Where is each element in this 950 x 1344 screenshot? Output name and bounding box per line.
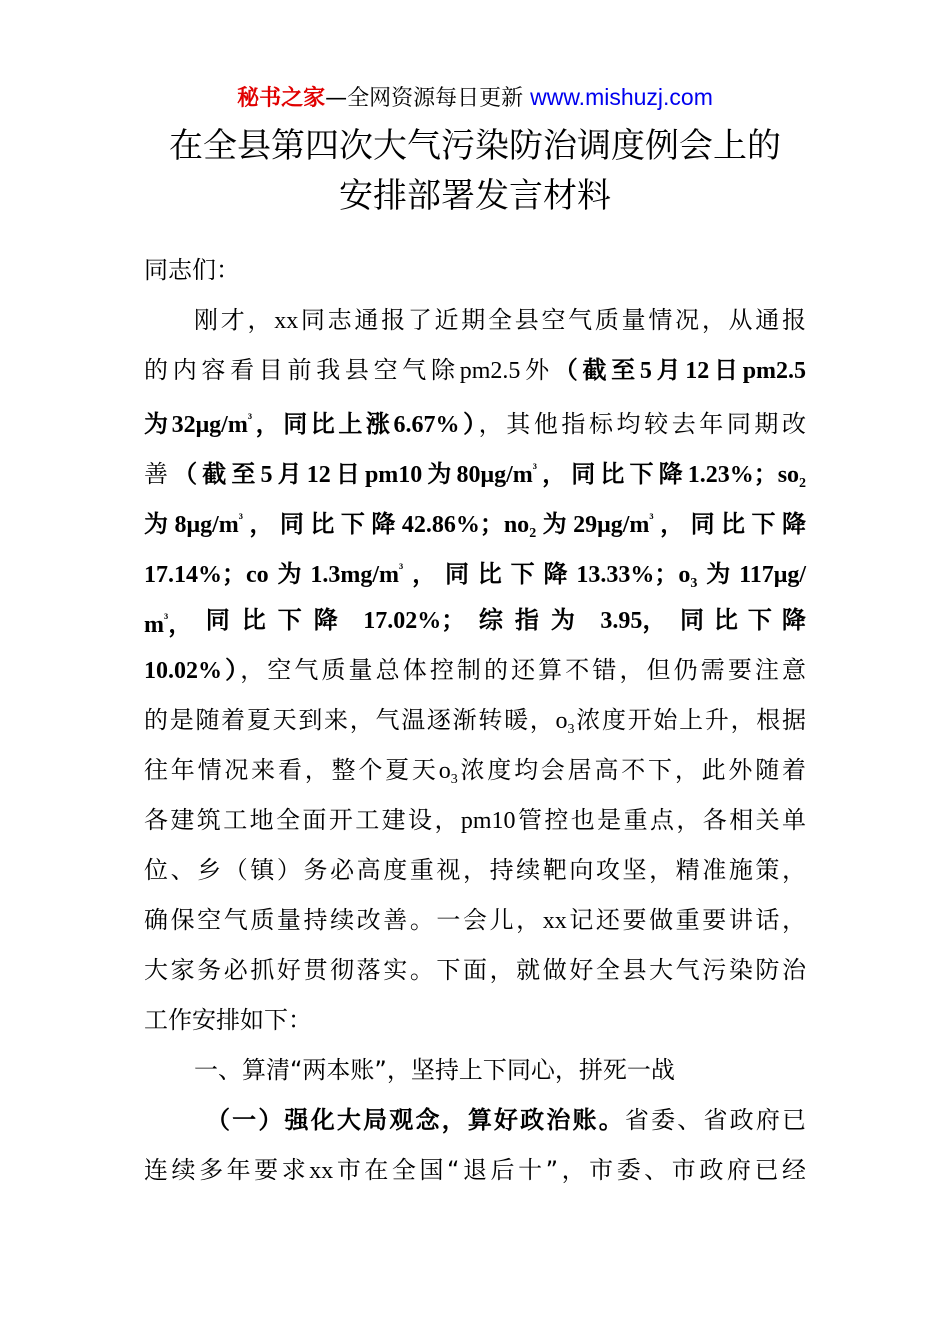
paragraph-line: 各建筑工地全面开工建设，pm10管控也是重点，各相关单 [144,806,807,834]
salutation: 同志们： [144,256,240,284]
paragraph-line: 为$32\mu g/m^{^3}$，同比上涨6.67%），其他指标均较去年同期改 [144,410,807,438]
paragraph-line: 善（截至5月12日pm10为$80\mu g/m^{^3}$，同比下降1.23%；$so_2$ [144,460,807,491]
paragraph-line: 确保空气质量持续改善。一会儿，xx记还要做重要讲话， [144,906,806,934]
paragraph-line: 的内容看目前我县空气除pm2.5外（截至5月12日pm2.5 [144,356,807,384]
paragraph-line: 17.14%；co为$1.3mg/m^{^3}$，同比下降13.33%；$o_3$为117μg/ [144,560,807,591]
paragraph-line: 为$8\mu g/m^{^3}$，同比下降42.86%；$no_2$为$29\mu g/m^{^3}$，同比下降 [144,510,807,541]
document-title-line-2: 安排部署发言材料 [339,176,611,216]
paragraph-line: $m^{^3}$， 同比下降 17.02%； 综指为 3.95， 同比下降 [144,606,816,638]
paragraph-line: 大家务必抓好贯彻落实。下面，就做好全县大气污染防治 [144,956,806,984]
paragraph-line: 工作安排如下： [144,1006,312,1034]
paragraph-line: 的是随着夏天到来，气温逐渐转暖，$o_3$浓度开始上升，根据 [144,706,807,737]
site-header [0,82,950,114]
paragraph-line: 10.02%），空气质量总体控制的还算不错，但仍需要注意 [144,656,807,684]
paragraph-line: 连续多年要求xx市在全国“退后十”，市委、市政府已经 [144,1156,806,1184]
subsection-heading: （一）强化大局观念，算好政治账。省委、省政府已 [206,1106,807,1134]
paragraph-line: 往年情况来看，整个夏天$o_3$浓度均会居高不下，此外随着 [144,756,807,787]
section-heading: 一、算清“两本账”，坚持上下同心，拼死一战 [194,1056,675,1084]
paragraph-line: 刚才，xx同志通报了近期全县空气质量情况，从通报 [194,306,807,334]
site-url-link[interactable]: www.mishuzj.com [530,84,713,110]
document-title-line-1: 在全县第四次大气污染防治调度例会上的 [169,126,781,166]
site-brand: 秘书之家 [237,86,326,111]
site-tagline: —全网资源每日更新 [325,86,524,111]
paragraph-line: 位、乡（镇）务必高度重视，持续靶向攻坚，精准施策， [144,856,806,884]
